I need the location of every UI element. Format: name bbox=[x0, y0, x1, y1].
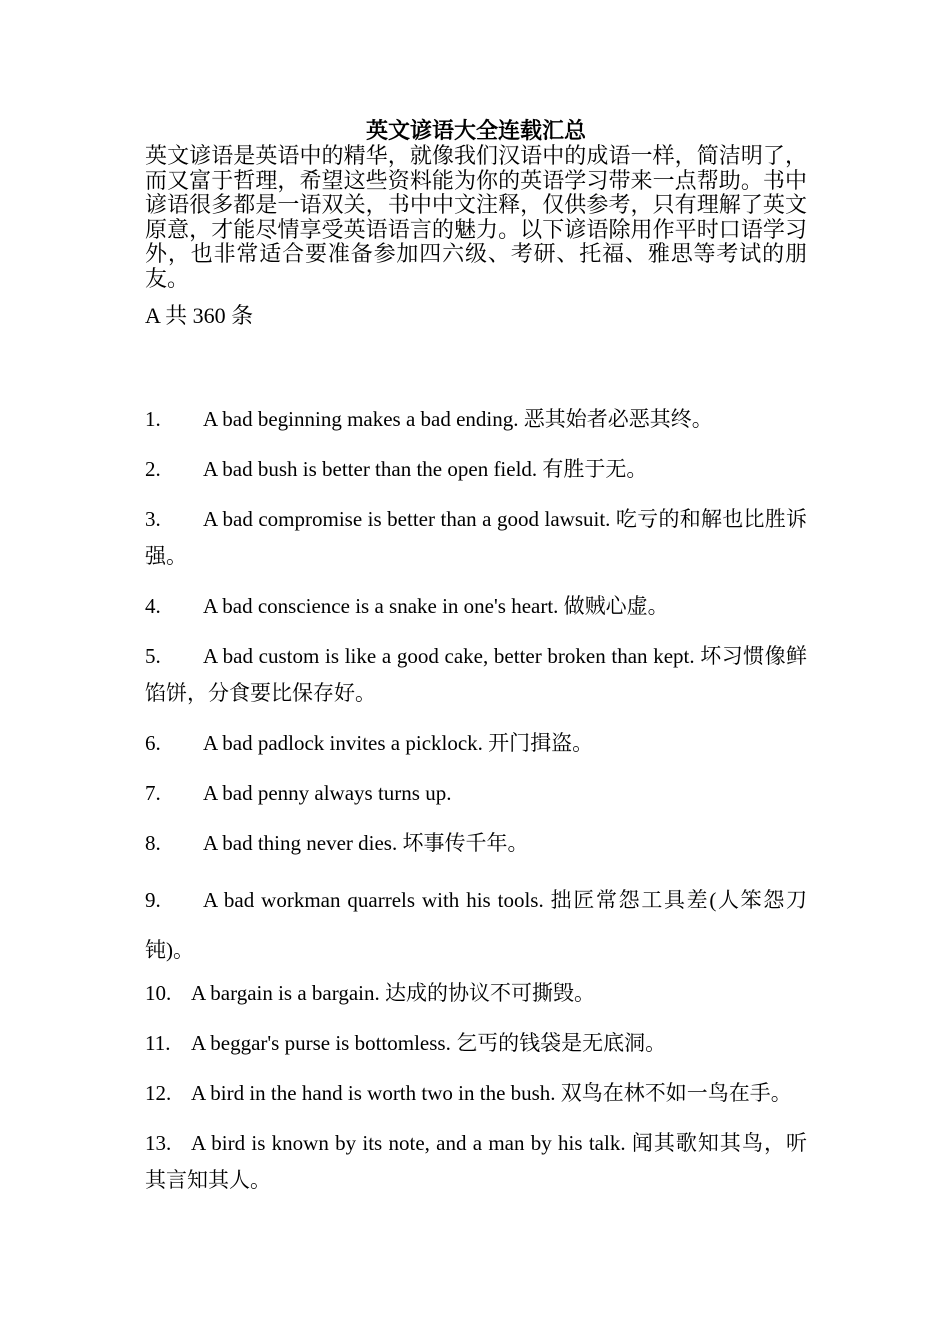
proverb-number: 10. bbox=[145, 981, 172, 1005]
proverb-text: A bad penny always turns up. bbox=[203, 781, 452, 805]
proverb-item bbox=[145, 725, 807, 762]
proverb-number: 7. bbox=[145, 781, 161, 805]
proverb-text: A bad padlock invites a picklock. 开门揖盗。 bbox=[203, 731, 594, 755]
proverb-number: 8. bbox=[145, 831, 161, 855]
proverb-item bbox=[145, 401, 807, 438]
proverb-number: 4. bbox=[145, 594, 161, 618]
proverb-item bbox=[145, 975, 807, 1012]
proverb-item bbox=[145, 1025, 807, 1062]
proverb-text: A bad conscience is a snake in one's heart. 做贼心虚。 bbox=[203, 594, 669, 618]
proverb-item bbox=[145, 638, 807, 712]
document-title: 英文谚语大全连载汇总 bbox=[365, 118, 586, 143]
proverb-number: 3. bbox=[145, 507, 161, 531]
proverb-number: 5. bbox=[145, 644, 161, 668]
proverb-item bbox=[145, 825, 807, 862]
proverb-text: A bargain is a bargain. 达成的协议不可撕毁。 bbox=[191, 981, 596, 1005]
proverb-number: 13. bbox=[145, 1131, 172, 1155]
proverb-item bbox=[145, 451, 807, 488]
proverb-text: A bad compromise is better than a good lawsuit. 吃亏的和解也比胜诉强。 bbox=[145, 507, 807, 568]
proverb-item bbox=[145, 1125, 807, 1199]
proverb-number: 6. bbox=[145, 731, 161, 755]
proverb-text: A bad workman quarrels with his tools. 拙匠常怨工具差(人笨怨刀钝)。 bbox=[145, 888, 807, 962]
proverb-text: A bad custom is like a good cake, better broken than kept. 坏习惯像鲜馅饼，分食要比保存好。 bbox=[145, 644, 807, 705]
proverb-item bbox=[145, 501, 807, 575]
intro-paragraph: 英文谚语是英语中的精华，就像我们汉语中的成语一样，简洁明了，而又富于哲理，希望这些资料能为你的英语学习带来一点帮助。书中谚语很多都是一语双关，书中中文注释，仅供参考，只有理解了英文原意，才能尽情享受英语语言的魅力。以下谚语除用作平时口语学习外，也非常适合要准备参加四六级、考研、托福、雅思等考试的朋友。 bbox=[145, 143, 807, 291]
proverb-item bbox=[145, 775, 807, 812]
proverb-number: 1. bbox=[145, 407, 161, 431]
proverb-item bbox=[145, 588, 807, 625]
proverb-list bbox=[145, 401, 807, 1199]
proverb-item bbox=[145, 875, 807, 975]
proverb-text: A beggar's purse is bottomless. 乞丐的钱袋是无底洞。 bbox=[191, 1031, 667, 1055]
proverb-number: 12. bbox=[145, 1081, 172, 1105]
proverb-number: 2. bbox=[145, 457, 161, 481]
proverb-text: A bad thing never dies. 坏事传千年。 bbox=[203, 831, 529, 855]
proverb-number: 11. bbox=[145, 1031, 171, 1055]
count-label: A 共 360 条 bbox=[145, 303, 254, 328]
proverb-item bbox=[145, 1075, 807, 1112]
proverb-text: A bird in the hand is worth two in the bush. 双鸟在林不如一鸟在手。 bbox=[191, 1081, 792, 1105]
proverb-text: A bad beginning makes a bad ending. 恶其始者必恶其终。 bbox=[203, 407, 713, 431]
proverb-text: A bad bush is better than the open field. 有胜于无。 bbox=[203, 457, 648, 481]
proverb-text: A bird is known by its note, and a man by his talk. 闻其歌知其鸟，听其言知其人。 bbox=[145, 1131, 807, 1192]
proverb-number: 9. bbox=[145, 888, 161, 912]
document-page bbox=[145, 118, 807, 1212]
